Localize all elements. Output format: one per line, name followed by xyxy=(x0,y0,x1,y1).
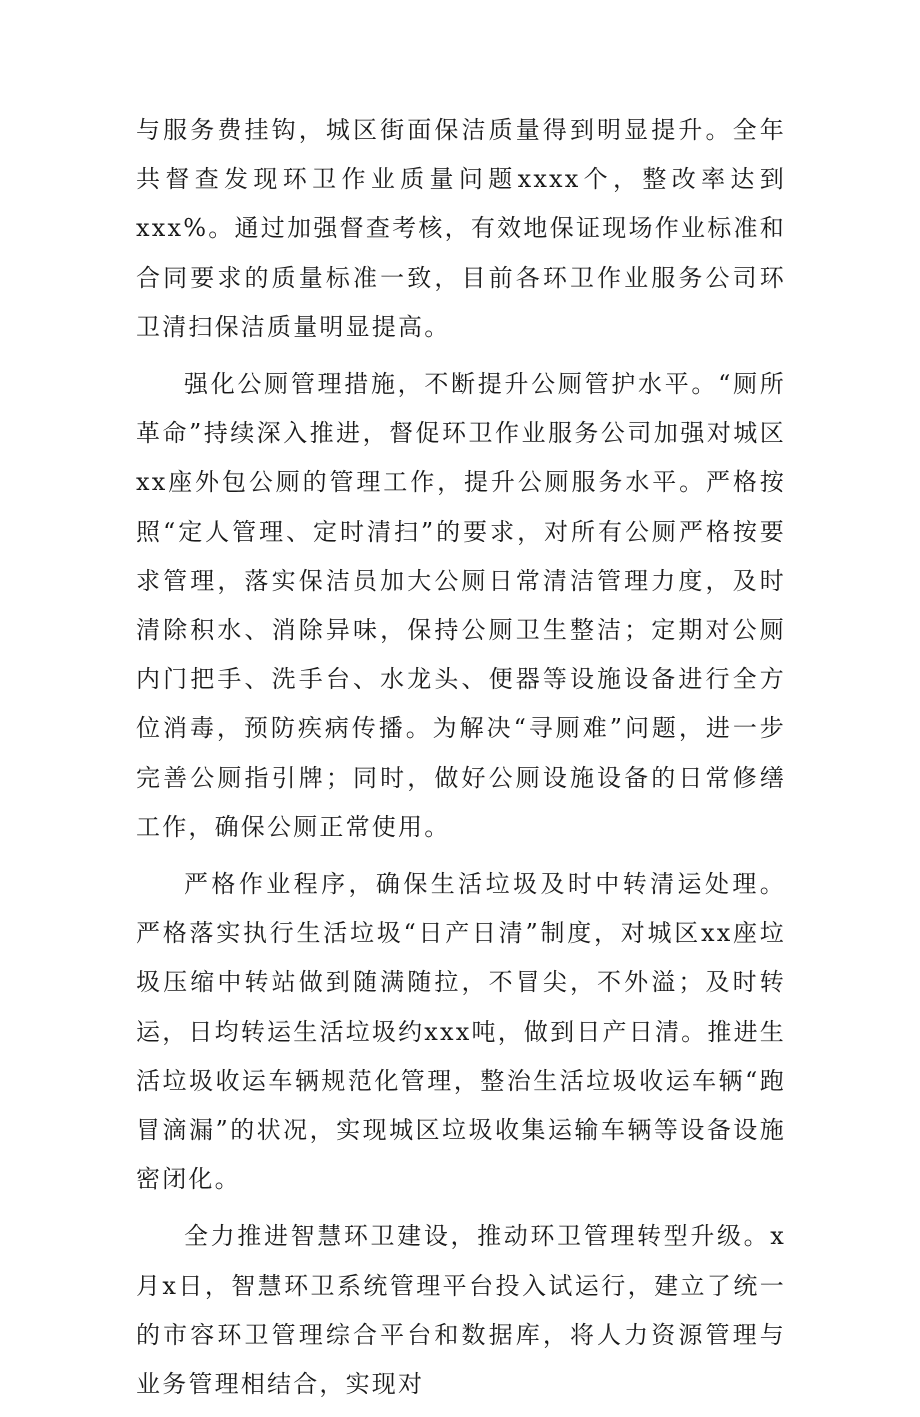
paragraph-public-toilets: 强化公厕管理措施，不断提升公厕管护水平。“厕所革命”持续深入推进，督促环卫作业服务公司加强对城区xx座外包公厕的管理工作，提升公厕服务水平。严格按照“定人管理、定时清扫”的要求，对所有公厕严格按要求管理，落实保洁员加大公厕日常清洁管理力度，及时清除积水、消除异味，保持公厕卫生整洁；定期对公厕内门把手、洗手台、水龙头、便器等设施设备进行全方位消毒，预防疾病传播。为解决“寻厕难”问题，进一步完善公厕指引牌；同时，做好公厕设施设备的日常修缮工作，确保公厕正常使用。 xyxy=(136,370,786,841)
paragraph-continuation: 与服务费挂钩，城区街面保洁质量得到明显提升。全年共督查发现环卫作业质量问题xxxx个，整改率达到xxx%。通过加强督查考核，有效地保证现场作业标准和合同要求的质量标准一致，目前各环卫作业服务公司环卫清扫保洁质量明显提高。 xyxy=(136,116,786,341)
paragraph-smart-sanitation: 全力推进智慧环卫建设，推动环卫管理转型升级。x月x日，智慧环卫系统管理平台投入试运行，建立了统一的市容环卫管理综合平台和数据库，将人力资源管理与业务管理相结合，实现对 xyxy=(136,1222,786,1399)
paragraph-garbage-transfer: 严格作业程序，确保生活垃圾及时中转清运处理。严格落实执行生活垃圾“日产日清”制度，对城区xx座垃圾压缩中转站做到随满随拉，不冒尖，不外溢；及时转运，日均转运生活垃圾约xxx吨，做到日产日清。推进生活垃圾收运车辆规范化管理，整治生活垃圾收运车辆“跑冒滴漏”的状况，实现城区垃圾收集运输车辆等设备设施密闭化。 xyxy=(136,870,786,1194)
document-body xyxy=(136,106,786,1417)
